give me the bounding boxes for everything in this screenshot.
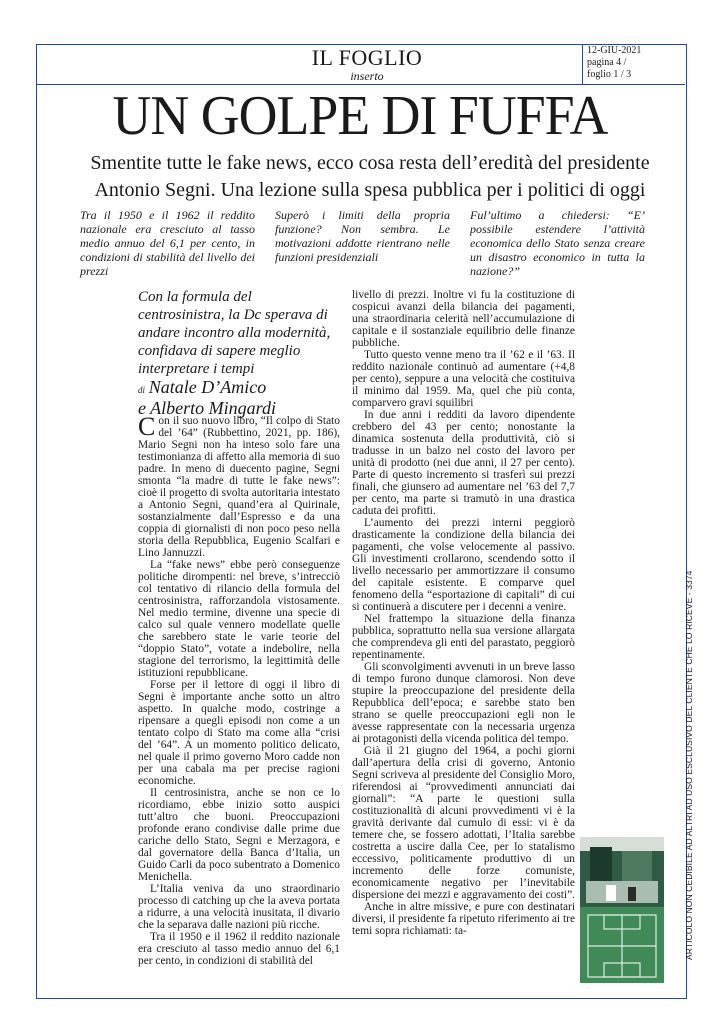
paragraph: Anche in altre missive, e pure con destinatari diversi, il presidente fa ripetuto riferimento ai tre temi sopra richiamati: ta- <box>352 901 575 937</box>
clipping-page: pagina 4 / <box>587 57 627 68</box>
masthead-sub: inserto <box>350 69 384 83</box>
intro-block <box>138 288 338 417</box>
masthead <box>282 46 452 82</box>
copyright-side-note: ARTICOLO NON CEDIBILE AD ALTRI AD USO ESCLUSIVO DEL CLIENTE CHE LO RICEVE - 3374 <box>684 570 694 960</box>
paragraph: L’aumento dei prezzi interni peggiorò drasticamente la condizione della bilancia dei pagamenti, che volse velocemente al passivo. Gli investimenti crollarono, scendendo sotto il livello necessario per ammortizzare il consumo del capitale esistente. E comparve quel fenomeno della “esportazione di capitali” di cui si continuerà a discutere per i decenni a venire. <box>352 517 575 613</box>
paragraph: Nel frattempo la situazione della finanza pubblica, soprattutto nella sua versione allargata che comprendeva gli enti del parastato, peggiorò repentinamente. <box>352 613 575 661</box>
pullquotes <box>80 208 645 278</box>
illustration-image <box>578 835 666 985</box>
paragraph: In due anni i redditi da lavoro dipendente crebbero del 43 per cento; nonostante la dinamica sostenuta della produttività, ciò si tradusse in un balzo nel costo del lavoro per unità di prodotto (nei due anni, il 27 per cento). Parte di questo incremento si trasferì sui prezzi finali, che giunsero ad aumentare nel ’63 del 7,7 per cento, ma parte si tramutò in una drastica caduta dei profitti. <box>352 409 575 517</box>
paragraph: Tutto questo venne meno tra il ’62 e il ’63. Il reddito nazionale continuò ad aumentare (+4,8 per cento), seppure a una velocità che costituiva il minimo dal 1959. Ma, quel che più conta, comparvero gravi squilibri <box>352 349 575 409</box>
masthead-name: IL FOGLIO <box>311 45 423 70</box>
paragraph: livello di prezzi. Inoltre vi fu la costituzione di cospicui avanzi della bilancia dei pagamenti, una straordinaria celerità nell’accumulazione di capitale e il sostanziale equilibrio delle finanze pubbliche. <box>352 289 575 349</box>
pullquote: Superò i limiti della propria funzione? Non sembra. Le motivazioni addotte rientrano nelle funzioni presidenziali <box>275 208 450 264</box>
paragraph: Gli sconvolgimenti avvenuti in un breve lasso di tempo furono dunque clamorosi. Non deve stupire la preoccupazione del presidente della Repubblica dell’epoca; e sarebbe stato ben strano se quelle preoccupazioni egli non le avesse rappresentate con la necessaria urgenza ai protagonisti della vicenda politica del tempo. <box>352 661 575 745</box>
clipping-sheet: foglio 1 / 3 <box>587 69 632 80</box>
author-1: Natale D’Amico <box>148 377 267 397</box>
byline <box>138 378 338 399</box>
paragraph: L’Italia veniva da uno straordinario processo di catching up che la aveva portata a ridurre, a una velocità inusitata, il divario che la separava dalle nazioni più ricche. <box>138 883 340 931</box>
clipping-date: 12-GIU-2021 <box>587 45 642 56</box>
clipping-meta <box>582 44 685 84</box>
paragraph-text: on il suo nuovo libro, “Il colpo di Stato del ’64” (Rubbettino, 2021, pp. 186), Mario Segni non ha inteso solo fare una testimonianza di affetto alla memoria di suo padre. In meno di duecento pagine, Segni smonta “la madre di tutte le fake news”: cioè il progetto di svolta autoritaria intestato a Antonio Segni, quand’era al Quirinale, sostanzialmente dall’Espresso e da una coppia di giornalisti di non poco peso nella storia della Repubblica, Eugenio Scalfari e Lino Jannuzzi. <box>138 415 340 559</box>
paragraph: Il centrosinistra, anche se non ce lo ricordiamo, ebbe inizio sotto auspici tutt’altro che buoni. Preoccupazioni profonde erano condivise dalle prime due cariche dello Stato, Segni e Merzagora, e dal governatore della Banca d’Italia, un Guido Carli da poco subentrato a Domenico Menichella. <box>138 787 340 883</box>
paragraph: Forse per il lettore di oggi il libro di Segni è importante anche sotto un altro aspetto. In qualche modo, costringe a ripensare a quegli episodi non come a un tentato colpo di Stato ma come alla “crisi del ’64”. A un momento politico delicato, nel quale il primo governo Moro cadde non per una cabala ma per precise ragioni economiche. <box>138 679 340 787</box>
byline-prefix: di <box>138 385 146 395</box>
drop-cap: C <box>138 412 156 441</box>
article-column-2 <box>352 289 575 937</box>
paragraph: Già il 21 giugno del 1964, a pochi giorni dall’apertura della crisi di governo, Antonio Segni scriveva al presidente del Consiglio Moro, riferendosi ai “provvedimenti annunciati dai giornali”: “A parte le questioni sulla costituzionalità di alcuni provvedimenti vi è la gravità derivante dal cumulo di essi: vi è da temere che, se fossero adottati, l’Italia sarebbe costretta a uscire dalla Cee, per lo statalismo eccessivo, politicamente produttivo di un incremento delle forze comuniste, economicamente negativo per l’inevitabile dispersione dei mezzi e aggravamento dei costi”. <box>352 745 575 901</box>
paragraph: Tra il 1950 e il 1962 il reddito nazionale era cresciuto al tasso medio annuo del 6,1 per cento, in condizioni di stabilità del <box>138 931 340 967</box>
pullquote: Tra il 1950 e il 1962 il reddito nazionale era cresciuto al tasso medio annuo del 6,1 per cento, in condizioni di stabilità del livello dei prezzi <box>80 208 255 278</box>
paragraph: La “fake news” ebbe però conseguenze politiche dirompenti: nel breve, s’intrecciò col tentativo di rilancio della formula del centrosinistra, rafforzandola vistosamente. Nel medio termine, divenne una specie di calco sul quale vennero modellate quelle che sarebbero state le varie teorie del “doppio Stato”, votate a indebolire, nella stagione del terrorismo, la legittimità delle istituzioni repubblicane. <box>138 559 340 679</box>
subhead: Smentite tutte le fake news, ecco cosa resta dell’eredità del presidente Antonio Segni. Una lezione sulla spesa pubblica per i politici di oggi <box>90 152 650 201</box>
author-2: e Alberto Mingardi <box>138 398 276 418</box>
pullquote: Ful’ultimo a chiedersi: “E’ possibile estendere l’attività economica dello Stato senza creare un disastro economico in tutta la nazione?” <box>470 208 645 278</box>
intro-text: Con la formula del centrosinistra, la Dc sperava di andare incontro alla modernità, confidava di sapere meglio interpretare i tempi <box>138 289 331 377</box>
article-column-1 <box>138 412 340 967</box>
paragraph <box>138 412 340 559</box>
headline: UN GOLPE DI FUFFA <box>112 85 608 147</box>
